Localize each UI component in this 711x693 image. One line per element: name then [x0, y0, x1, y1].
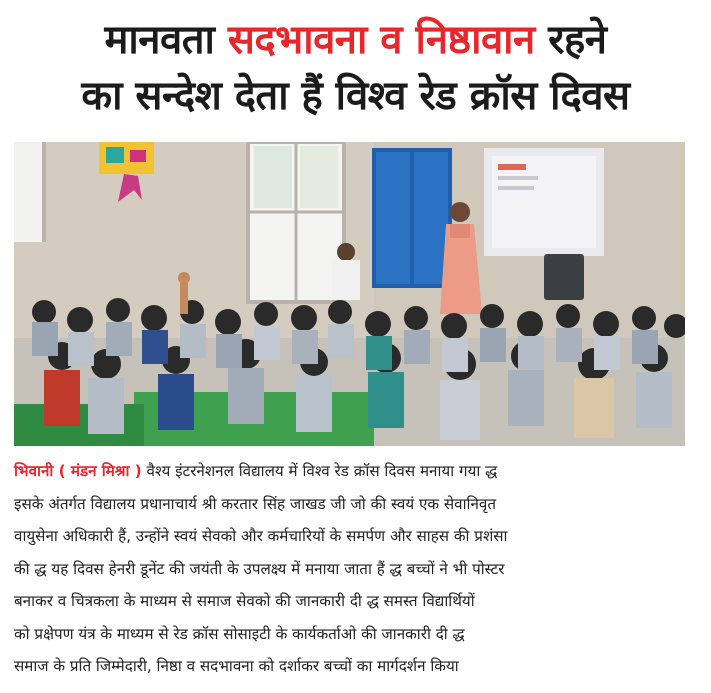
article-line-1-text: वैश्य इंटरनेशनल विद्यालय में विश्व रेड क्रॉस दिवस मनाया गया द्ध	[141, 462, 498, 480]
headline-line-2: का सन्देश देता हैं विश्व रेड क्रॉस दिवस	[81, 73, 630, 119]
article-line-4: की द्ध यह दिवस हेनरी डूनेंट की जयंती के उपलक्ष्य में मनाया जाता हैं द्ध बच्चों ने भी पोस्टर	[14, 559, 505, 578]
headline-highlight: सदभावना व निष्ठावान	[227, 17, 535, 63]
classroom-photo-illustration	[14, 142, 685, 446]
headline-line-1-start: मानवता	[104, 17, 228, 63]
dateline: भिवानी ( मंडन मिश्रा )	[14, 462, 142, 480]
article-body	[14, 455, 694, 683]
article-line-5: बनाकर व चित्रकला के माध्यम से समाज सेवको की जानकारी दी द्ध समस्त विद्यार्थियों	[14, 592, 475, 610]
article-line-1	[14, 455, 694, 488]
article-line-3: वायुसेना अधिकारी हैं, उन्होंने स्वयं सेवको और कर्मचारियों के समर्पण और साहस की प्रशंसा	[14, 527, 508, 545]
article-line-6: को प्रक्षेपण यंत्र के माध्यम से रेड क्रॉस सोसाइटी के कार्यकर्ताओ की जानकारी दी द्ध	[14, 624, 465, 643]
article-line-2: इसके अंतर्गत विद्यालय प्रधानाचार्य श्री करतार सिंह जाखड जी जो की स्वयं एक सेवानिवृत	[14, 494, 496, 513]
headline-line-1	[0, 12, 711, 68]
news-photo	[14, 142, 685, 446]
article-line-7: समाज के प्रति जिम्मेदारी, निष्ठा व सदभावना को दर्शाकर बच्चों का मार्गदर्शन किया	[14, 657, 459, 675]
headline-line-1-end: रहने	[534, 17, 607, 63]
headline	[0, 12, 711, 124]
